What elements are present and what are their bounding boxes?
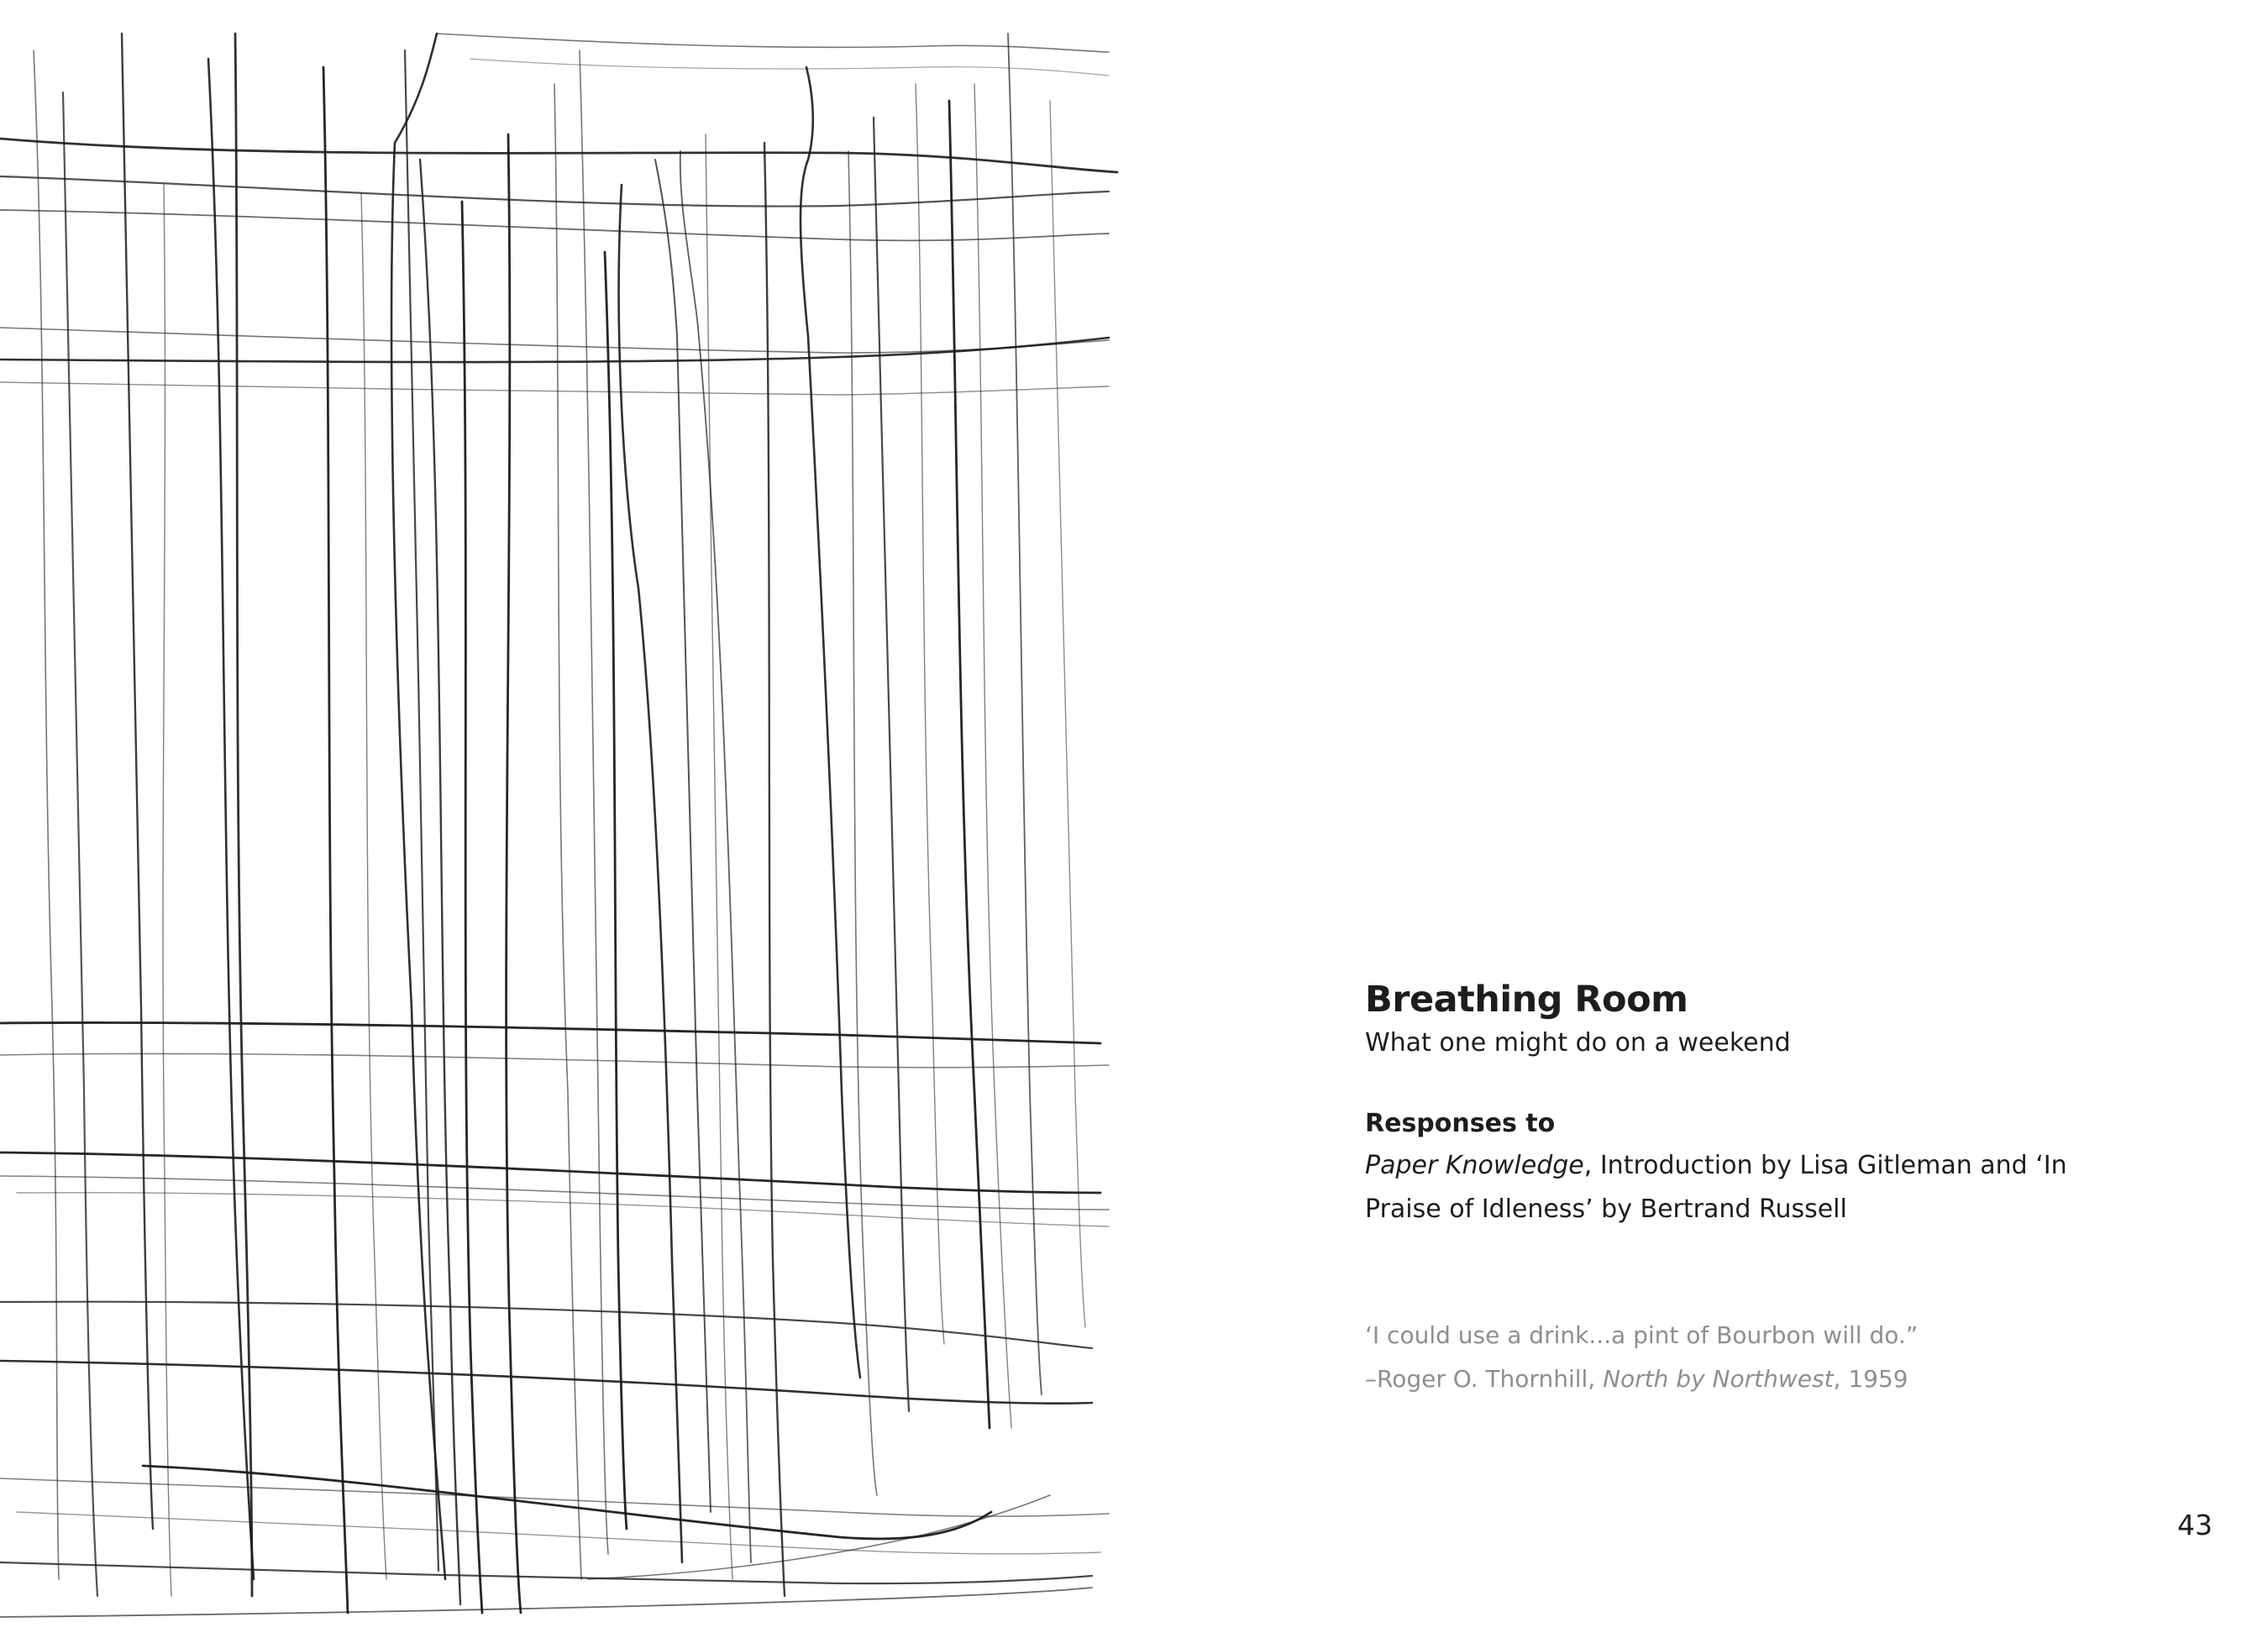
horizontal-strokes [0,139,1117,1617]
film-title: North by Northwest [1603,1364,1834,1393]
drawing-canvas [0,0,1126,1638]
epigraph-quote [1365,1314,2121,1401]
quote-attribution-prefix: –Roger O. Thornhill, [1365,1364,1604,1393]
article-title: Breathing Room [1365,979,1688,1021]
responses-line-1-rest: , Introduction by Lisa Gitleman and ‘In [1583,1150,2067,1180]
article-subtitle: What one might do on a weekend [1365,1027,1791,1058]
pencil-grid-drawing [0,0,1126,1638]
quote-text: ‘I could use a drink...a pint of Bourbon will do.” [1365,1320,1919,1349]
book-title: Paper Knowledge [1365,1150,1584,1180]
quote-attribution [1365,1357,2121,1401]
vertical-strokes [34,34,1085,1613]
responses-line-1 [1365,1144,2104,1188]
responses-text [1365,1144,2104,1231]
responses-heading: Responses to [1365,1108,1556,1138]
article-info [1365,979,2121,1401]
quote-year: , 1959 [1833,1364,1908,1393]
page-number: 43 [2177,1509,2213,1541]
responses-line-2: Praise of Idleness’ by Bertrand Russell [1365,1194,1847,1224]
